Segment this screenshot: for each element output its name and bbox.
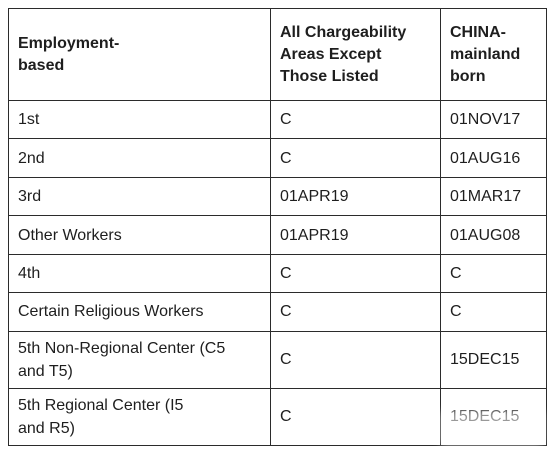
- all-areas-cell: C: [271, 388, 441, 445]
- table-row: [9, 216, 547, 254]
- header-china-mainland: CHINA-mainland born: [441, 9, 547, 101]
- category-cell: 4th: [9, 254, 271, 292]
- china-cell: C: [441, 293, 547, 331]
- all-areas-cell: C: [271, 331, 441, 388]
- all-areas-cell: 01APR19: [271, 216, 441, 254]
- watermark-blur: [440, 410, 544, 446]
- category-cell: 1st: [9, 101, 271, 139]
- table-row: [9, 331, 547, 388]
- table-header-row: [9, 9, 547, 101]
- category-cell: 5th Non-Regional Center (C5 and T5): [9, 331, 271, 388]
- table-row: [9, 101, 547, 139]
- all-areas-cell: C: [271, 101, 441, 139]
- category-cell: Other Workers: [9, 216, 271, 254]
- category-cell: 5th Regional Center (I5 and R5): [9, 388, 271, 445]
- all-areas-cell: C: [271, 254, 441, 292]
- all-areas-cell: 01APR19: [271, 177, 441, 215]
- china-cell: 15DEC15: [441, 331, 547, 388]
- table-row: [9, 293, 547, 331]
- visa-bulletin-table: [8, 8, 547, 446]
- visa-bulletin-table-container: [8, 8, 546, 446]
- category-cell: Certain Religious Workers: [9, 293, 271, 331]
- table-row: [9, 254, 547, 292]
- table-row: [9, 139, 547, 177]
- china-cell: 01AUG16: [441, 139, 547, 177]
- china-cell: C: [441, 254, 547, 292]
- all-areas-cell: C: [271, 139, 441, 177]
- china-cell: 01NOV17: [441, 101, 547, 139]
- header-employment-based: Employment-based: [9, 9, 271, 101]
- header-all-chargeability: All Chargeability Areas Except Those Listed: [271, 9, 441, 101]
- category-cell: 3rd: [9, 177, 271, 215]
- category-cell: 2nd: [9, 139, 271, 177]
- all-areas-cell: C: [271, 293, 441, 331]
- table-row: [9, 177, 547, 215]
- china-cell: 01MAR17: [441, 177, 547, 215]
- china-cell: 01AUG08: [441, 216, 547, 254]
